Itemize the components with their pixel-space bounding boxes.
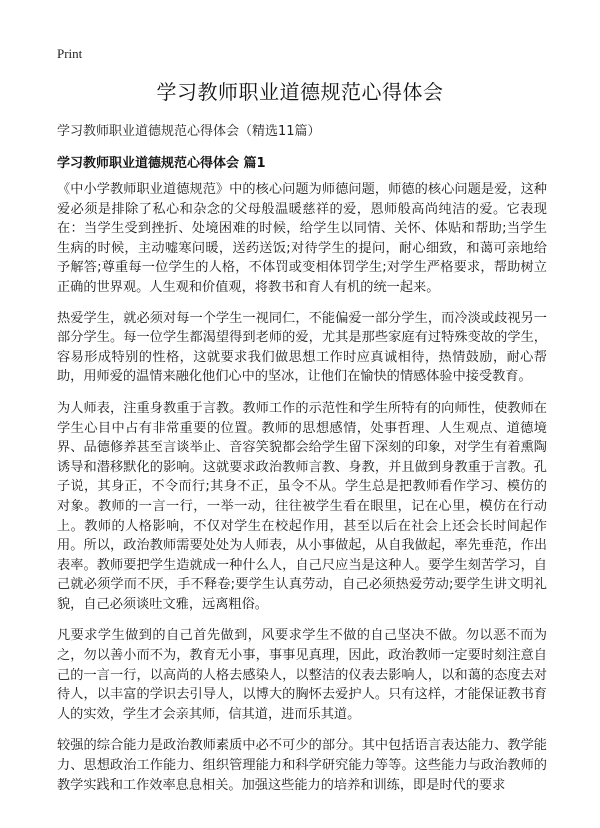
article-body <box>57 180 547 807</box>
document-subtitle: 学习教师职业道德规范心得体会（精选11篇） <box>57 124 321 139</box>
document-title: 学习教师职业道德规范心得体会 <box>156 80 444 104</box>
print-link[interactable]: Print <box>57 46 83 61</box>
paragraph: 为人师表，注重身教重于言教。教师工作的示范性和学生所特有的向师性，使教师在学生心目中占有非常重要的位置。教师的思想感情，处事哲理、人生观点、道德境界、品德修养甚至言谈举止、音容笑貌都会给学生留下深刻的印象，对学生有着熏陶诱导和潜移默化的影响。这就要求政治教师言教、身教，并且做到身教重于言教。孔子说，其身正，不令而行;其身不正，虽令不从。学生总是把教师看作学习、模仿的对象。教师的一言一行，一举一动，往往被学生看在眼里，记在心里，模仿在行动上。教师的人格影响，不仅对学生在校起作用，甚至以后在社会上还会长时间起作用。所以，政治教师需要处处为人师表，从小事做起，从自我做起，率先垂范，作出表率。教师要把学生造就成一种什么人，自己尺应当是这种人。要学生刻苦学习，自己就必须学而不厌，手不释卷;要学生认真劳动，自己必须热爱劳动;要学生讲文明礼貌，自己必须谈吐文雅，远离粗俗。 <box>57 400 547 612</box>
paragraph: 《中小学教师职业道德规范》中的核心问题为师德问题，师德的核心问题是爱，这种爱必须是排除了私心和杂念的父母般温暖慈祥的爱，恩师般高尚纯洁的爱。它表现在：当学生受到挫折、处境困难的时候，给学生以同情、关怀、体贴和帮助;当学生生病的时候，主动嘘寒问暖，送药送饭;对待学生的提问，耐心细致，和蔼可亲地给予解答;尊重每一位学生的人格，不体罚或变相体罚学生;对学生严格要求，帮助树立正确的世界观。人生观和价值观，将教书和育人有机的统一起来。 <box>57 182 547 295</box>
section-heading: 学习教师职业道德规范心得体会 篇1 <box>57 156 266 171</box>
paragraph: 凡要求学生做到的自己首先做到，风要求学生不做的自己坚决不做。勿以恶不而为之，勿以善小而不为，教育无小事，事事见真理，因此，政治教师一定要时刻注意自己的一言一行，以高尚的人格去感染人，以整洁的仪表去影响人，以和蔼的态度去对待人，以丰富的学识去引导人，以博大的胸怀去爱护人。只有这样，才能保证教书育人的实效，学生才会亲其师，信其道，进而乐其道。 <box>57 628 547 722</box>
paragraph: 较强的综合能力是政治教师素质中必不可少的部分。其中包括语言表达能力、教学能力、思想政治工作能力、组织管理能力和科学研究能力等等。这些能力与政治教师的教学实践和工作效率息息相关。加强这些能力的培养和训练，即是时代的要求 <box>57 738 547 793</box>
paragraph: 热爱学生，就必须对每一个学生一视同仁，不能偏爱一部分学生，而冷淡或歧视另一部分学生。每一位学生都渴望得到老师的爱，尤其是那些家庭有过特殊变故的学生，容易形成特别的性格，这就要求我们做思想工作时应真诚相待，热情鼓励，耐心帮助，用师爱的温情来融化他们心中的坚冰，让他们在愉快的情感体验中接受教育。 <box>57 310 547 385</box>
